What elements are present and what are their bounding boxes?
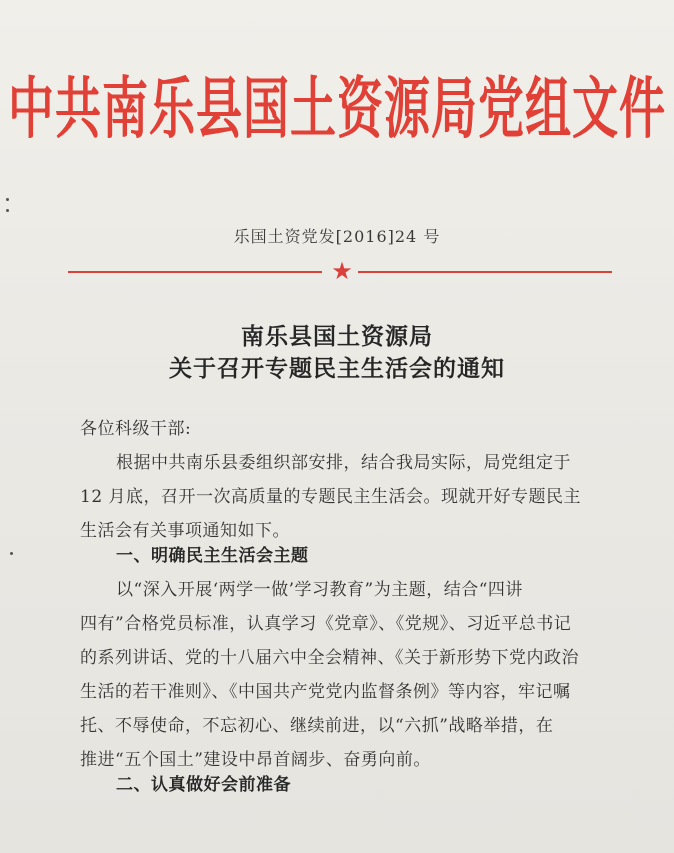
section1-line-1: 以“深入开展‘两学一做’学习教育”为主题，结合“四讲 xyxy=(116,580,523,600)
section1-line-4: 生活的若干准则》、《中国共产党党内监督条例》等内容，牢记嘱 xyxy=(80,682,571,702)
section1-line-2: 四有”合格党员标准，认真学习《党章》、《党规》、习近平总书记 xyxy=(80,614,572,634)
intro-line-2: 12 月底，召开一次高质量的专题民主生活会。现就开好专题民主 xyxy=(80,487,582,507)
section1-heading: 一、明确民主生活会主题 xyxy=(116,546,309,566)
notice-title-line2: 关于召开专题民主生活会的通知 xyxy=(169,355,505,382)
section1-line-3: 的系列讲话、党的十八届六中全会精神、《关于新形势下党内政治 xyxy=(80,648,579,668)
red-divider-right xyxy=(358,271,612,273)
intro-line-1: 根据中共南乐县委组织部安排，结合我局实际，局党组定于 xyxy=(116,453,571,473)
star-icon: ★ xyxy=(331,257,353,285)
intro-line-3: 生活会有关事项通知如下。 xyxy=(80,521,290,541)
document-number: 乐国土资党发[2016]24 号 xyxy=(233,227,441,246)
red-divider-left xyxy=(68,271,322,273)
notice-title-line1: 南乐县国土资源局 xyxy=(241,323,433,350)
binding-hole xyxy=(6,198,9,201)
section1-line-5: 托、不辱使命，不忘初心、继续前进，以“六抓”战略举措，在 xyxy=(80,716,554,736)
document-header-title: 中共南乐县国土资源局党组文件 xyxy=(8,69,666,148)
section1-line-6: 推进“五个国土”建设中昂首阔步、奋勇向前。 xyxy=(80,750,431,770)
binding-hole xyxy=(6,209,9,212)
salutation: 各位科级干部: xyxy=(80,419,192,439)
section2-heading: 二、认真做好会前准备 xyxy=(116,775,291,795)
binding-hole xyxy=(10,552,13,555)
